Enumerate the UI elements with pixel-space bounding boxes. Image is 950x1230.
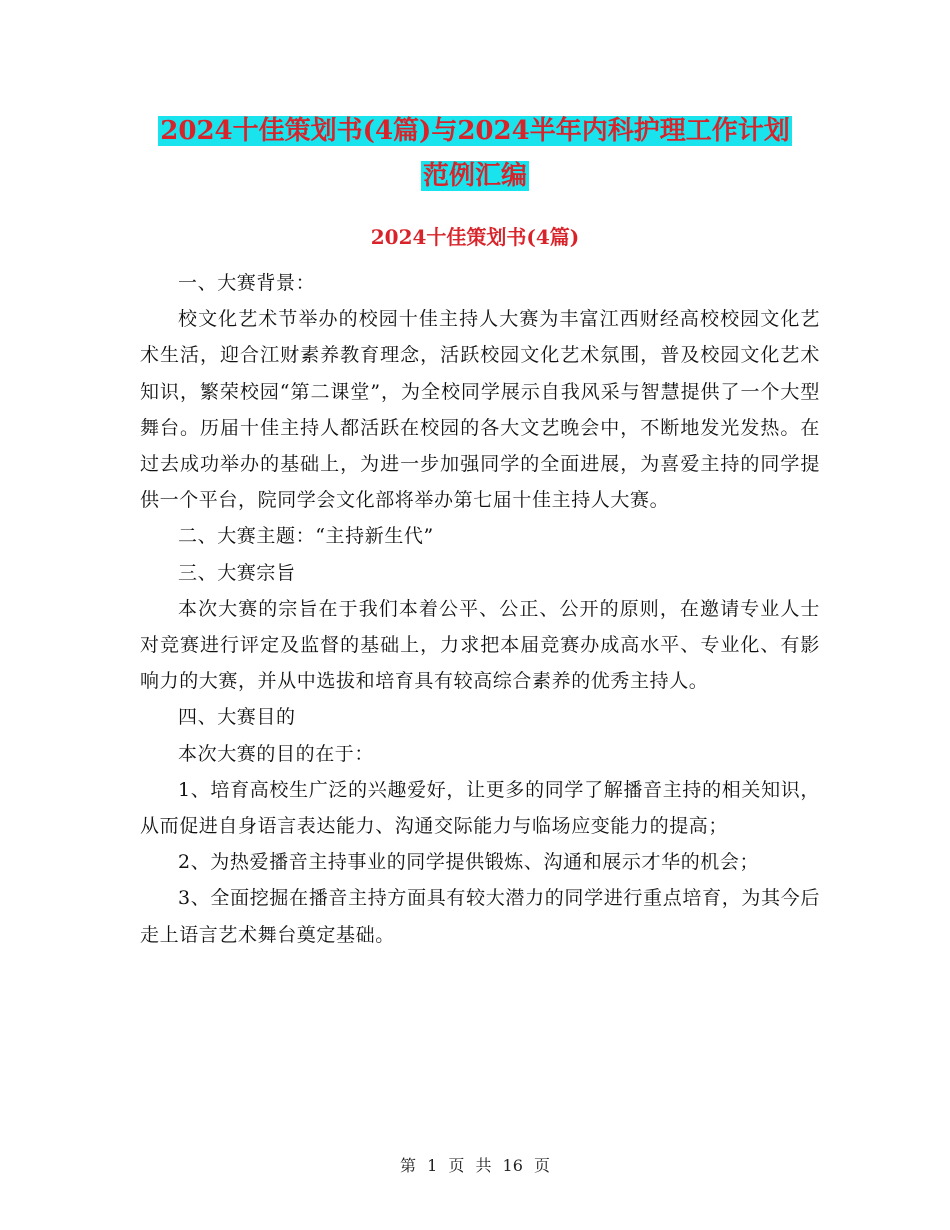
title-highlight: 2024十佳策划书(4篇)与2024半年内科护理工作计划 [160, 116, 790, 146]
paragraph-goal-intro: 本次大赛的目的在于： [178, 742, 375, 765]
paragraph-goal-item-2: 2、为热爱播音主持事业的同学提供锻炼、沟通和展示才华的机会； [178, 851, 760, 874]
page-footer: 第 1 页 共 16 页 [400, 1156, 550, 1175]
paragraph-purpose: 本次大赛的宗旨在于我们本着公平、公正、公开的原则，在邀请专业人士对竞赛进行评定及监督的基础上，力求把本届竞赛办成高水平、专业化、有影响力的大赛，并从中选拔和培育具有较高综合素养的优秀主持人。 [140, 597, 820, 693]
paragraph-background: 校文化艺术节举办的校园十佳主持人大赛为丰富江西财经高校校园文化艺术生活，迎合江财素养教育理念，活跃校园文化艺术氛围，普及校园文化艺术知识，繁荣校园“第二课堂”，为全校同学展示自我风采与智慧提供了一个大型舞台。历届十佳主持人都活跃在校园的各大文艺晚会中，不断地发光发热。在过去成功举办的基础上，为进一步加强同学的全面进展，为喜爱主持的同学提供一个平台，院同学会文化部将举办第七届十佳主持人大赛。 [140, 308, 820, 512]
section-title: 2024十佳策划书(4篇) [370, 225, 580, 249]
paragraph-goal-item-1: 1、培育高校生广泛的兴趣爱好，让更多的同学了解播音主持的相关知识，从而促进自身语言表达能力、沟通交际能力与临场应变能力的提高； [140, 778, 820, 838]
paragraph-theme: 二、大赛主题：“主持新生代” [178, 525, 434, 548]
document-title-line-2 [0, 157, 950, 195]
document-title-line-1 [0, 112, 950, 150]
title-highlight: 范例汇编 [422, 161, 527, 191]
document-body [140, 265, 820, 953]
paragraph-background-heading: 一、大赛背景： [178, 272, 316, 294]
paragraph-goal-item-3: 3、全面挖掘在播音主持方面具有较大潜力的同学进行重点培育，为其今后走上语言艺术舞台奠定基础。 [140, 887, 820, 946]
paragraph-purpose-heading: 三、大赛宗旨 [178, 561, 296, 584]
paragraph-goal-heading: 四、大赛目的 [178, 706, 296, 729]
